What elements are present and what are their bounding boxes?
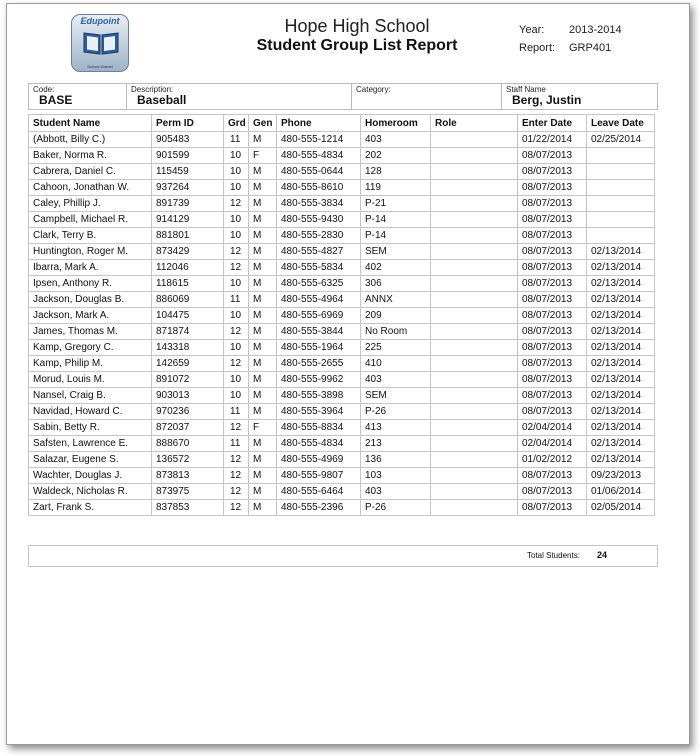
cell-phone: 480-555-9962 (277, 372, 361, 388)
table-row (29, 228, 655, 244)
cell-role (431, 372, 518, 388)
year-value: 2013-2014 (569, 24, 622, 36)
table-row (29, 388, 655, 404)
cell-enter-date: 02/04/2014 (518, 436, 587, 452)
staff-value: Berg, Justin (512, 93, 582, 107)
cell-leave-date: 02/13/2014 (587, 388, 655, 404)
cell-homeroom: 306 (361, 276, 431, 292)
cell-gender: M (249, 260, 277, 276)
cell-leave-date: 09/23/2013 (587, 468, 655, 484)
cell-student-name: Morud, Louis M. (29, 372, 152, 388)
totals-box (28, 545, 658, 567)
cell-enter-date: 08/07/2013 (518, 164, 587, 180)
cell-gender: M (249, 324, 277, 340)
cell-gender: M (249, 180, 277, 196)
cell-leave-date: 02/05/2014 (587, 500, 655, 516)
cell-enter-date: 08/07/2013 (518, 356, 587, 372)
cell-phone: 480-555-6325 (277, 276, 361, 292)
cell-leave-date: 02/13/2014 (587, 340, 655, 356)
cell-grade: 10 (224, 276, 249, 292)
cell-leave-date: 02/13/2014 (587, 276, 655, 292)
logo-brand-text: Edupoint (80, 16, 120, 26)
cell-leave-date: 02/13/2014 (587, 244, 655, 260)
cell-gender: M (249, 164, 277, 180)
cell-student-name: Caley, Phillip J. (29, 196, 152, 212)
cell-gender: M (249, 436, 277, 452)
table-row (29, 452, 655, 468)
cell-homeroom: P-26 (361, 404, 431, 420)
cell-homeroom: 213 (361, 436, 431, 452)
cell-gender: M (249, 468, 277, 484)
description-label: Description: (131, 85, 174, 94)
description-cell (127, 84, 352, 109)
cell-role (431, 436, 518, 452)
cell-phone: 480-555-4834 (277, 148, 361, 164)
cell-leave-date: 02/13/2014 (587, 260, 655, 276)
cell-gender: M (249, 404, 277, 420)
code-cell (29, 84, 127, 109)
cell-student-name: Cabrera, Daniel C. (29, 164, 152, 180)
staff-label: Staff Name (506, 85, 546, 94)
cell-enter-date: 08/07/2013 (518, 372, 587, 388)
cell-perm-id: 873429 (152, 244, 224, 260)
table-row (29, 244, 655, 260)
col-perm-id: Perm ID (152, 115, 224, 132)
report-title: Student Group List Report (256, 37, 458, 54)
cell-homeroom: SEM (361, 388, 431, 404)
cell-phone: 480-555-1214 (277, 132, 361, 148)
cell-perm-id: 112046 (152, 260, 224, 276)
code-label: Code: (33, 85, 55, 94)
cell-homeroom: 403 (361, 132, 431, 148)
cell-grade: 12 (224, 260, 249, 276)
col-leave-date: Leave Date (587, 115, 655, 132)
cell-phone: 480-555-4964 (277, 292, 361, 308)
cell-gender: M (249, 212, 277, 228)
cell-phone: 480-555-2396 (277, 500, 361, 516)
cell-role (431, 340, 518, 356)
cell-leave-date: 01/06/2014 (587, 484, 655, 500)
cell-student-name: Zart, Frank S. (29, 500, 152, 516)
cell-perm-id: 891739 (152, 196, 224, 212)
table-row (29, 404, 655, 420)
cell-student-name: Cahoon, Jonathan W. (29, 180, 152, 196)
cell-leave-date: 02/13/2014 (587, 420, 655, 436)
cell-perm-id: 136572 (152, 452, 224, 468)
cell-gender: M (249, 132, 277, 148)
category-label: Category: (356, 85, 391, 94)
cell-student-name: Wachter, Douglas J. (29, 468, 152, 484)
cell-grade: 12 (224, 452, 249, 468)
cell-homeroom: ANNX (361, 292, 431, 308)
cell-grade: 12 (224, 420, 249, 436)
table-row (29, 436, 655, 452)
cell-perm-id: 970236 (152, 404, 224, 420)
cell-enter-date: 08/07/2013 (518, 148, 587, 164)
cell-homeroom: No Room (361, 324, 431, 340)
cell-enter-date: 08/07/2013 (518, 244, 587, 260)
cell-grade: 10 (224, 388, 249, 404)
cell-grade: 10 (224, 340, 249, 356)
table-header-row (29, 115, 655, 132)
cell-homeroom: P-21 (361, 196, 431, 212)
cell-student-name: Salazar, Eugene S. (29, 452, 152, 468)
cell-grade: 10 (224, 372, 249, 388)
cell-perm-id: 104475 (152, 308, 224, 324)
cell-phone: 480-555-3834 (277, 196, 361, 212)
cell-phone: 480-555-8834 (277, 420, 361, 436)
cell-perm-id: 143318 (152, 340, 224, 356)
cell-role (431, 356, 518, 372)
cell-phone: 480-555-2655 (277, 356, 361, 372)
cell-phone: 480-555-6464 (277, 484, 361, 500)
cell-leave-date (587, 196, 655, 212)
cell-homeroom: 209 (361, 308, 431, 324)
report-page (6, 3, 690, 745)
school-name: Hope High School (284, 16, 430, 36)
cell-phone: 480-555-0644 (277, 164, 361, 180)
cell-role (431, 196, 518, 212)
cell-enter-date: 08/07/2013 (518, 276, 587, 292)
cell-role (431, 148, 518, 164)
cell-leave-date (587, 212, 655, 228)
cell-grade: 12 (224, 356, 249, 372)
category-cell (352, 84, 502, 109)
cell-gender: F (249, 148, 277, 164)
cell-gender: M (249, 196, 277, 212)
cell-homeroom: 410 (361, 356, 431, 372)
cell-grade: 11 (224, 404, 249, 420)
cell-perm-id: 872037 (152, 420, 224, 436)
table-row (29, 148, 655, 164)
cell-grade: 10 (224, 164, 249, 180)
cell-gender: M (249, 244, 277, 260)
cell-enter-date: 08/07/2013 (518, 484, 587, 500)
cell-homeroom: 403 (361, 484, 431, 500)
cell-gender: M (249, 372, 277, 388)
cell-phone: 480-555-4827 (277, 244, 361, 260)
cell-grade: 12 (224, 196, 249, 212)
cell-leave-date (587, 164, 655, 180)
col-student-name: Student Name (29, 115, 152, 132)
cell-leave-date: 02/13/2014 (587, 292, 655, 308)
cell-role (431, 132, 518, 148)
cell-enter-date: 01/22/2014 (518, 132, 587, 148)
cell-perm-id: 937264 (152, 180, 224, 196)
cell-homeroom: P-26 (361, 500, 431, 516)
cell-role (431, 420, 518, 436)
cell-role (431, 180, 518, 196)
cell-enter-date: 08/07/2013 (518, 500, 587, 516)
cell-leave-date: 02/13/2014 (587, 356, 655, 372)
cell-phone: 480-555-6969 (277, 308, 361, 324)
cell-homeroom: 119 (361, 180, 431, 196)
cell-phone: 480-555-3964 (277, 404, 361, 420)
cell-grade: 12 (224, 244, 249, 260)
cell-role (431, 388, 518, 404)
cell-student-name: Campbell, Michael R. (29, 212, 152, 228)
cell-homeroom: SEM (361, 244, 431, 260)
total-students-label: Total Students: (527, 551, 580, 560)
cell-role (431, 276, 518, 292)
col-role: Role (431, 115, 518, 132)
cell-perm-id: 871874 (152, 324, 224, 340)
cell-homeroom: 136 (361, 452, 431, 468)
cell-grade: 12 (224, 324, 249, 340)
cell-phone: 480-555-8610 (277, 180, 361, 196)
col-enter-date: Enter Date (518, 115, 587, 132)
cell-enter-date: 08/07/2013 (518, 404, 587, 420)
cell-enter-date: 08/07/2013 (518, 340, 587, 356)
col-phone: Phone (277, 115, 361, 132)
cell-grade: 12 (224, 484, 249, 500)
cell-student-name: James, Thomas M. (29, 324, 152, 340)
cell-grade: 10 (224, 212, 249, 228)
cell-gender: M (249, 356, 277, 372)
cell-grade: 11 (224, 132, 249, 148)
cell-grade: 11 (224, 436, 249, 452)
cell-grade: 10 (224, 228, 249, 244)
col-grade: Grd (224, 115, 249, 132)
table-row (29, 372, 655, 388)
cell-student-name: Jackson, Douglas B. (29, 292, 152, 308)
table-row (29, 324, 655, 340)
table-row (29, 164, 655, 180)
cell-homeroom: 202 (361, 148, 431, 164)
cell-student-name: Kamp, Philip M. (29, 356, 152, 372)
year-line (519, 24, 622, 36)
cell-student-name: Ipsen, Anthony R. (29, 276, 152, 292)
table-row (29, 276, 655, 292)
cell-role (431, 244, 518, 260)
cell-homeroom: 103 (361, 468, 431, 484)
cell-enter-date: 08/07/2013 (518, 468, 587, 484)
cell-student-name: Kamp, Gregory C. (29, 340, 152, 356)
cell-student-name: Jackson, Mark A. (29, 308, 152, 324)
cell-phone: 480-555-4969 (277, 452, 361, 468)
col-gender: Gen (249, 115, 277, 132)
cell-student-name: Sabin, Betty R. (29, 420, 152, 436)
cell-enter-date: 08/07/2013 (518, 388, 587, 404)
cell-gender: F (249, 420, 277, 436)
cell-gender: M (249, 228, 277, 244)
cell-leave-date: 02/13/2014 (587, 452, 655, 468)
cell-leave-date: 02/25/2014 (587, 132, 655, 148)
cell-grade: 10 (224, 308, 249, 324)
edupoint-logo (71, 14, 129, 72)
cell-grade: 12 (224, 468, 249, 484)
cell-perm-id: 142659 (152, 356, 224, 372)
table-row (29, 308, 655, 324)
table-row (29, 500, 655, 516)
cell-role (431, 260, 518, 276)
cell-phone: 480-555-5834 (277, 260, 361, 276)
table-row (29, 196, 655, 212)
cell-student-name: Safsten, Lawrence E. (29, 436, 152, 452)
cell-perm-id: 873975 (152, 484, 224, 500)
cell-enter-date: 08/07/2013 (518, 212, 587, 228)
cell-perm-id: 115459 (152, 164, 224, 180)
cell-role (431, 212, 518, 228)
cell-student-name: Waldeck, Nicholas R. (29, 484, 152, 500)
cell-role (431, 164, 518, 180)
staff-cell (502, 84, 657, 109)
report-value: GRP401 (569, 42, 612, 54)
cell-gender: M (249, 388, 277, 404)
report-label: Report: (519, 42, 556, 54)
cell-leave-date: 02/13/2014 (587, 372, 655, 388)
cell-gender: M (249, 500, 277, 516)
cell-gender: M (249, 452, 277, 468)
table-row (29, 468, 655, 484)
cell-perm-id: 903013 (152, 388, 224, 404)
cell-enter-date: 08/07/2013 (518, 196, 587, 212)
cell-perm-id: 891072 (152, 372, 224, 388)
table-row (29, 356, 655, 372)
table-row (29, 180, 655, 196)
cell-role (431, 324, 518, 340)
table-row (29, 340, 655, 356)
cell-phone: 480-555-4834 (277, 436, 361, 452)
cell-role (431, 468, 518, 484)
col-homeroom: Homeroom (361, 115, 431, 132)
cell-phone: 480-555-2830 (277, 228, 361, 244)
cell-leave-date (587, 148, 655, 164)
cell-phone: 480-555-3844 (277, 324, 361, 340)
table-row (29, 260, 655, 276)
cell-enter-date: 08/07/2013 (518, 292, 587, 308)
table-row (29, 484, 655, 500)
cell-role (431, 452, 518, 468)
cell-grade: 10 (224, 180, 249, 196)
cell-phone: 480-555-9430 (277, 212, 361, 228)
cell-leave-date (587, 180, 655, 196)
cell-enter-date: 08/07/2013 (518, 180, 587, 196)
cell-role (431, 308, 518, 324)
cell-perm-id: 905483 (152, 132, 224, 148)
cell-perm-id: 873813 (152, 468, 224, 484)
cell-gender: M (249, 484, 277, 500)
cell-perm-id: 837853 (152, 500, 224, 516)
cell-perm-id: 901599 (152, 148, 224, 164)
group-info-box (28, 83, 658, 110)
cell-gender: M (249, 292, 277, 308)
cell-student-name: Clark, Terry B. (29, 228, 152, 244)
cell-student-name: Huntington, Roger M. (29, 244, 152, 260)
cell-homeroom: 403 (361, 372, 431, 388)
cell-role (431, 484, 518, 500)
cell-grade: 10 (224, 148, 249, 164)
logo-subtitle: School District (87, 64, 113, 69)
report-line (519, 42, 611, 54)
cell-role (431, 292, 518, 308)
cell-role (431, 404, 518, 420)
cell-gender: M (249, 276, 277, 292)
cell-role (431, 228, 518, 244)
cell-student-name: Nansel, Craig B. (29, 388, 152, 404)
cell-student-name: Navidad, Howard C. (29, 404, 152, 420)
cell-enter-date: 08/07/2013 (518, 324, 587, 340)
cell-leave-date (587, 228, 655, 244)
cell-homeroom: 225 (361, 340, 431, 356)
cell-perm-id: 886069 (152, 292, 224, 308)
cell-grade: 12 (224, 500, 249, 516)
cell-homeroom: 413 (361, 420, 431, 436)
cell-enter-date: 02/04/2014 (518, 420, 587, 436)
cell-role (431, 500, 518, 516)
cell-homeroom: P-14 (361, 212, 431, 228)
cell-phone: 480-555-9807 (277, 468, 361, 484)
table-row (29, 132, 655, 148)
cell-gender: M (249, 340, 277, 356)
total-students-value: 24 (597, 550, 608, 560)
cell-perm-id: 888670 (152, 436, 224, 452)
cell-phone: 480-555-1964 (277, 340, 361, 356)
cell-grade: 11 (224, 292, 249, 308)
cell-perm-id: 881801 (152, 228, 224, 244)
cell-student-name: Ibarra, Mark A. (29, 260, 152, 276)
book-icon (82, 30, 120, 56)
cell-enter-date: 08/07/2013 (518, 308, 587, 324)
cell-perm-id: 118615 (152, 276, 224, 292)
cell-homeroom: 402 (361, 260, 431, 276)
cell-student-name: Baker, Norma R. (29, 148, 152, 164)
table-row (29, 212, 655, 228)
cell-perm-id: 914129 (152, 212, 224, 228)
cell-homeroom: P-14 (361, 228, 431, 244)
cell-student-name: (Abbott, Billy C.) (29, 132, 152, 148)
cell-leave-date: 02/13/2014 (587, 308, 655, 324)
table-row (29, 292, 655, 308)
cell-enter-date: 08/07/2013 (518, 260, 587, 276)
cell-enter-date: 01/02/2012 (518, 452, 587, 468)
cell-leave-date: 02/13/2014 (587, 324, 655, 340)
cell-phone: 480-555-3898 (277, 388, 361, 404)
cell-gender: M (249, 308, 277, 324)
table-row (29, 420, 655, 436)
description-value: Baseball (137, 93, 187, 107)
year-label: Year: (519, 24, 545, 36)
cell-enter-date: 08/07/2013 (518, 228, 587, 244)
code-value: BASE (39, 93, 73, 107)
cell-leave-date: 02/13/2014 (587, 404, 655, 420)
cell-leave-date: 02/13/2014 (587, 436, 655, 452)
student-table (28, 114, 655, 516)
cell-homeroom: 128 (361, 164, 431, 180)
